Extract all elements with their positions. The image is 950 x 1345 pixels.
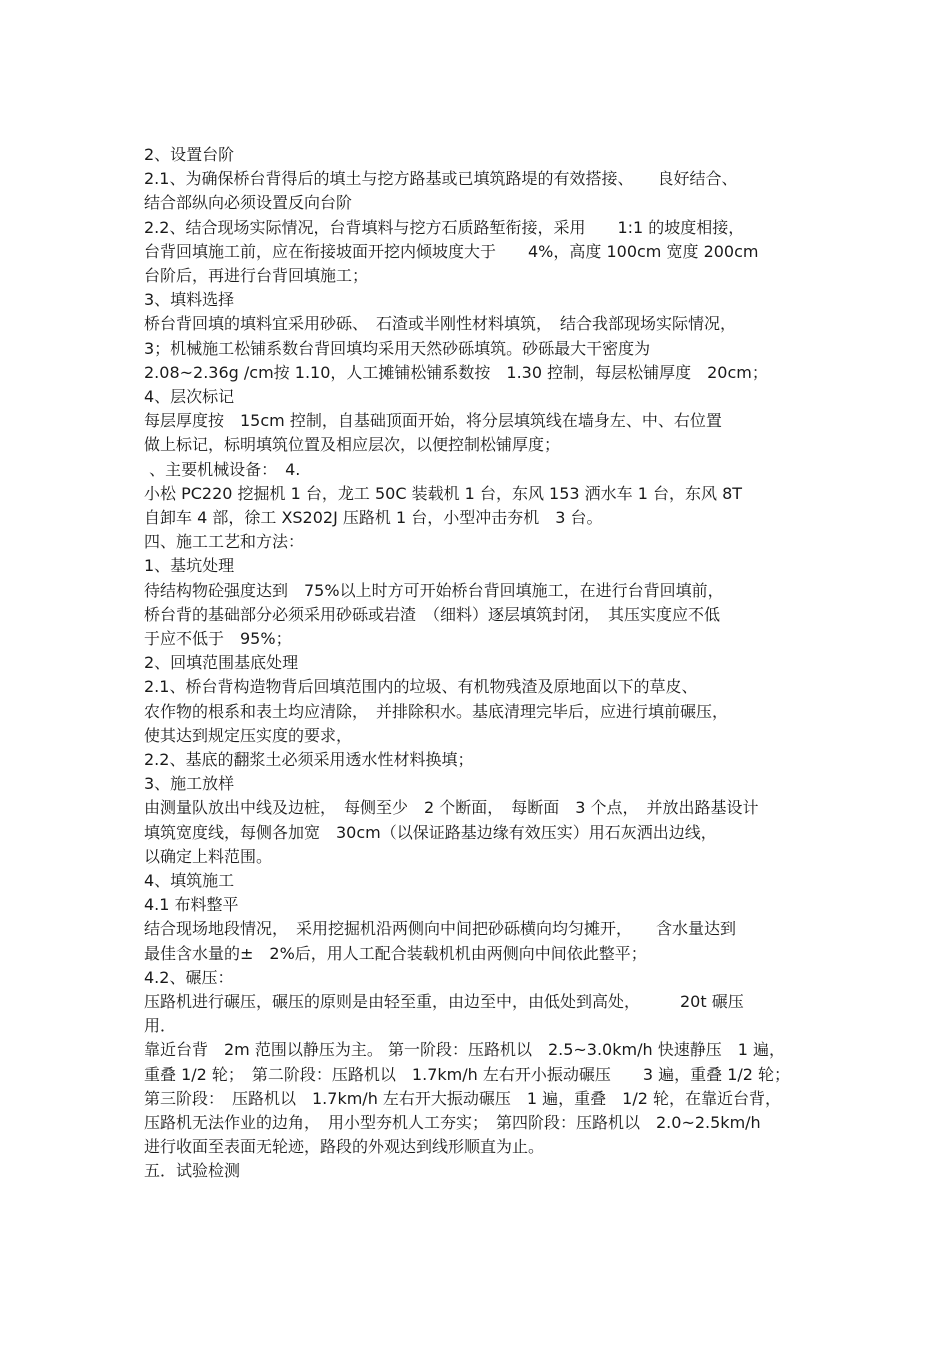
text-line: 压路机进行碾压，碾压的原则是由轻至重，由边至中，由低处到高处， 20t 碾压 [144,992,744,1011]
text-line: 3、施工放样 [144,774,235,794]
text-line: 桥台背的基础部分必须采用砂砾或岩渣 （细料）逐层填筑封闭， 其压实度应不低 [144,604,721,624]
text-line: 台背回填施工前，应在衔接坡面开挖内倾坡度大于 4%，高度 100cm 宽度 200cm [144,241,759,261]
text-line: 1、基坑处理 [144,556,235,576]
text-line: 2.2、基底的翻浆土必须采用透水性材料换填； [144,750,474,769]
text-line: 台阶后，再进行台背回填施工； [144,266,369,285]
text-line: 自卸车 4 部，徐工 XS202J 压路机 1 台，小型冲击夯机 3 台。 [144,508,603,527]
text-line: 第三阶段： 压路机以 1.7km/h 左右开大振动碾压 1 遍，重叠 1/2 轮，在靠近台背， [144,1088,782,1108]
text-line: 重叠 1/2 轮； 第二阶段：压路机以 1.7km/h 左右开小振动碾压 3 遍，重叠 1/2 轮； [144,1064,791,1084]
text-line: 4、填筑施工 [144,871,235,890]
text-line: 待结构物砼强度达到 75%以上时方可开始桥台背回填施工，在进行台背回填前， [144,580,724,600]
text-line: 2、回填范围基底处理 [144,653,299,673]
text-line: 使其达到规定压实度的要求， [144,725,353,745]
text-line: 农作物的根系和表土均应清除， 并排除积水。基底清理完毕后，应进行填前碾压， [144,701,729,721]
text-line: 2.1、为确保桥台背得后的填土与挖方路基或已填筑路堤的有效搭接、 良好结合、 [144,169,738,189]
text-line: 做上标记，标明填筑位置及相应层次，以便控制松铺厚度； [144,435,561,455]
text-line: 于应不低于 95%； [144,629,292,648]
text-line: 2.08~2.36g /cm按 1.10，人工摊铺松铺系数按 1.30 控制，每层松铺厚度 20cm； [144,362,768,382]
text-line: 4、层次标记 [144,387,235,406]
text-line: 每层厚度按 15cm 控制，自基础顶面开始，将分层填筑线在墙身左、中、右位置 [144,411,722,431]
text-line: 2.2、结合现场实际情况，台背填料与挖方石质路堑衔接，采用 1:1 的坡度相接， [144,217,745,237]
text-line: 四、施工工艺和方法： [144,532,305,552]
text-line: 以确定上料范围。 [144,846,273,866]
text-line: 2、设置台阶 [144,145,235,164]
text-line: 4.1 布料整平 [144,895,239,915]
text-line: 4.2、碾压： [144,967,234,987]
text-line: 结合部纵向必须设置反向台阶 [144,193,353,213]
text-line: 用． [144,1016,177,1036]
text-line: 、主要机械设备： 4. [144,459,301,479]
text-line: 靠近台背 2m 范围以静压为主。 第一阶段：压路机以 2.5~3.0km/h 快速静压 1 遍， [144,1040,785,1060]
text-line: 最佳含水量的± 2%后，用人工配合装载机机由两侧向中间依此整平； [144,943,647,963]
text-line: 桥台背回填的填料宜采用砂砾、 石渣或半刚性材料填筑， 结合我部现场实际情况， [144,314,737,334]
text-line: 压路机无法作业的边角， 用小型夯机人工夯实； 第四阶段：压路机以 2.0~2.5km/h [144,1113,761,1132]
text-line: 3、填料选择 [144,290,235,310]
text-line: 五．试验检测 [144,1161,241,1181]
text-line: 结合现场地段情况， 采用挖掘机沿两侧向中间把砂砾横向均匀摊开， 含水量达到 [144,919,737,939]
text-line: 由测量队放出中线及边桩， 每侧至少 2 个断面， 每断面 3 个点， 并放出路基设计 [144,798,759,818]
text-line: 3；机械施工松铺系数台背回填均采用天然砂砾填筑。砂砾最大干密度为 [144,338,651,358]
text-line: 进行收面至表面无轮迹，路段的外观达到线形顺直为止。 [144,1137,545,1157]
text-line: 填筑宽度线，每侧各加宽 30cm（以保证路基边缘有效压实）用石灰洒出边线， [144,822,717,842]
text-line: 小松 PC220 挖掘机 1 台，龙工 50C 装载机 1 台，东风 153 洒水车 1 台，东风 8T [144,483,743,503]
text-line: 2.1、桥台背构造物背后回填范围内的垃圾、有机物残渣及原地面以下的草皮、 [144,677,698,697]
